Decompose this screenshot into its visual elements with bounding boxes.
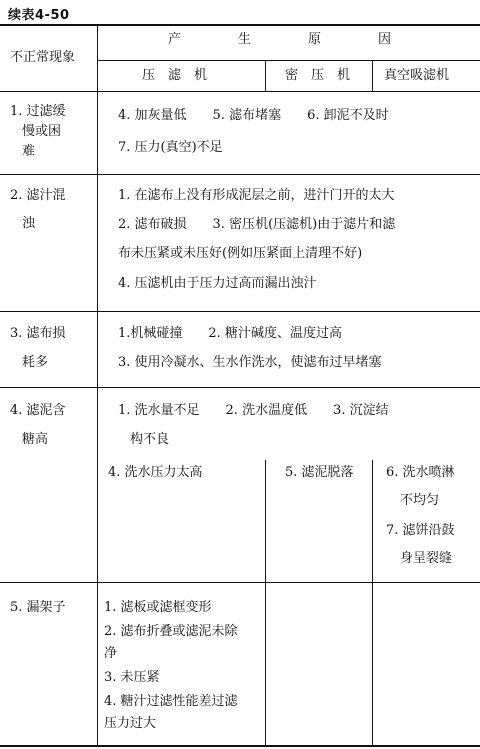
row-1-cause-line-2: 7. 压力(真空)不足 <box>118 140 223 155</box>
row-1-cause-line-1: 4. 加灰量低 5. 滤布堵塞 6. 卸泥不及时 <box>118 108 389 123</box>
row-4-filter-press-cause: 4. 洗水压力太高 <box>108 465 203 480</box>
header-tight-press: 密 压 机 <box>285 68 351 83</box>
row-2-label-line-2: 浊 <box>22 216 36 231</box>
row5-divider-b <box>372 583 373 745</box>
row-4-tight-press-cause: 5. 滤泥脱落 <box>285 465 354 480</box>
row-2-cause-line-3: 布未压紧或未压好(例如压紧面上清理不好) <box>118 246 363 261</box>
row-4-vacuum-cause-line-1: 6. 洗水喷淋 <box>386 465 455 480</box>
row4-divider-a <box>265 460 266 582</box>
row5-divider-a <box>265 583 266 745</box>
row-5-cause-line-2: 2. 滤布折叠或滤泥未除 <box>104 624 238 639</box>
row-2-cause-line-2: 2. 滤布破损 3. 密压机(压滤机)由于滤片和滤 <box>118 217 396 232</box>
row-1-bottom-rule <box>0 174 480 175</box>
row-2-cause-line-4: 4. 压滤机由于压力过高而漏出浊汁 <box>118 276 317 291</box>
header-cause-char-2: 生 <box>238 32 252 47</box>
header-cause-char-4: 因 <box>378 32 392 47</box>
header-divider-a <box>265 61 266 91</box>
header-cause-char-3: 原 <box>308 32 322 47</box>
label-column-rule <box>97 25 98 746</box>
row-1-label-line-2: 慢或困 <box>22 124 62 139</box>
bottom-border <box>0 745 480 747</box>
row-2-bottom-rule <box>0 311 480 312</box>
header-bottom-rule <box>0 91 480 92</box>
row-4-cause-line-2: 构不良 <box>130 432 170 447</box>
header-abnormal-phenomenon: 不正常现象 <box>10 50 76 65</box>
row-3-cause-line-2: 3. 使用冷凝水、生水作洗水，使滤布过早堵塞 <box>118 355 382 370</box>
table-title: 续表4-50 <box>8 8 70 23</box>
row-5-cause-line-1: 1. 滤板或滤框变形 <box>104 600 212 615</box>
row-3-label-line-2: 耗多 <box>22 355 49 370</box>
row-3-cause-line-1: 1.机械碰撞 2. 糖汁碱度、温度过高 <box>118 326 342 341</box>
header-divider-b <box>372 61 373 91</box>
row-5-cause-line-3: 净 <box>104 646 118 661</box>
row-3-label-line-1: 3. 滤布损 <box>10 326 66 341</box>
row-4-label-line-2: 糖高 <box>22 432 49 447</box>
row-5-label: 5. 漏架子 <box>10 600 66 615</box>
row-2-label-line-1: 2. 滤汁混 <box>10 188 66 203</box>
header-cause-char-1: 产 <box>168 32 182 47</box>
row-4-bottom-rule <box>0 582 480 583</box>
row-5-cause-line-6: 压力过大 <box>104 716 157 731</box>
row-3-bottom-rule <box>0 387 480 388</box>
top-border <box>0 24 480 26</box>
header-vacuum-filter: 真空吸滤机 <box>384 68 450 83</box>
row-4-label-line-1: 4. 滤泥含 <box>10 403 66 418</box>
row-4-vacuum-cause-line-3: 7. 滤饼沿鼓 <box>386 523 455 538</box>
row-1-label-line-3: 难 <box>22 144 36 159</box>
row-5-cause-line-5: 4. 糖汁过滤性能差过滤 <box>104 694 238 709</box>
header-mid-rule <box>98 60 480 61</box>
header-filter-press: 压 滤 机 <box>142 68 208 83</box>
row-1-label-line-1: 1. 过滤缓 <box>10 104 66 119</box>
row4-divider-b <box>372 460 373 582</box>
row-4-vacuum-cause-line-4: 身呈裂缝 <box>400 551 453 566</box>
row-4-cause-line-1: 1. 洗水量不足 2. 洗水温度低 3. 沉淀结 <box>118 403 389 418</box>
row-2-cause-line-1: 1. 在滤布上没有形成泥层之前，进汁门开的太大 <box>118 188 395 203</box>
row-5-cause-line-4: 3. 未压紧 <box>104 670 160 685</box>
row-4-vacuum-cause-line-2: 不均匀 <box>400 493 440 508</box>
